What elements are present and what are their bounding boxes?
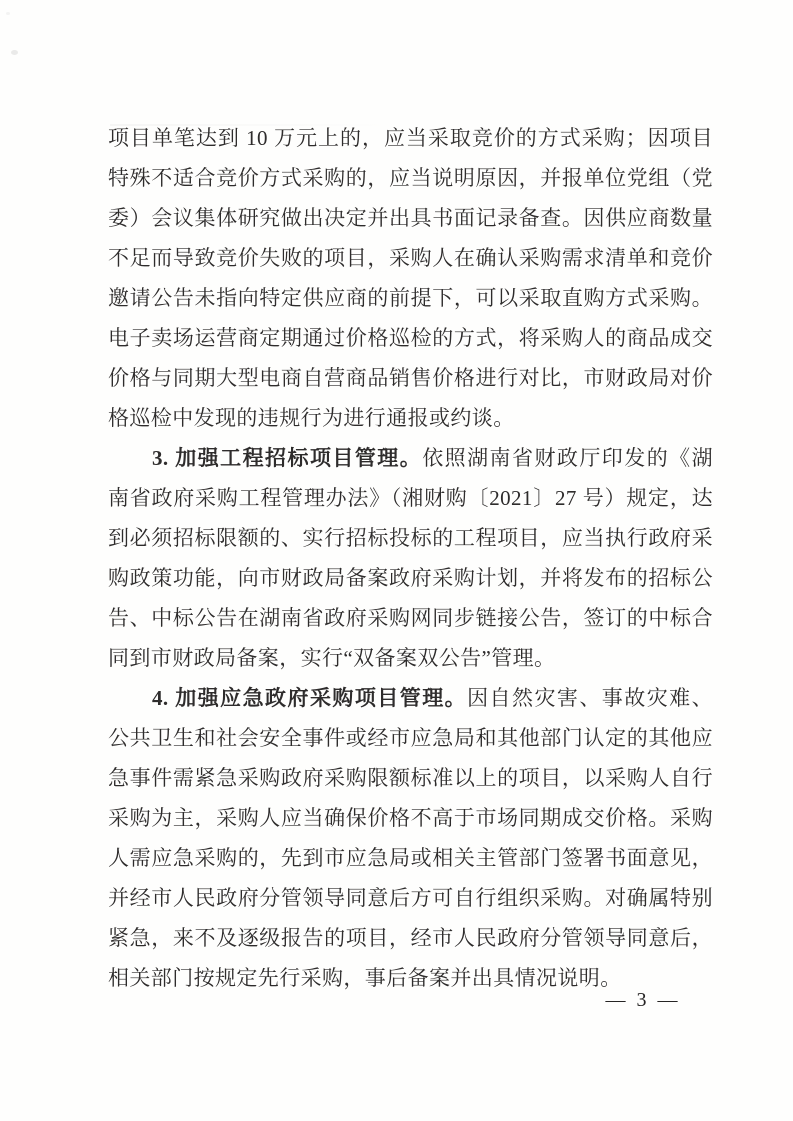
text-line: 并经市人民政府分管领导同意后方可自行组织采购。对确属特别: [108, 886, 713, 910]
scan-speck: [6, 12, 10, 15]
paragraph-engineering-bidding: [108, 438, 713, 678]
text-line: 价格与同期大型电商自营商品销售价格进行对比，市财政局对价: [108, 366, 713, 390]
text-line: 公共卫生和社会安全事件或经市应急局和其他部门认定的其他应: [108, 726, 713, 750]
clause-3-first-line-rest: 依照湖南省财政厅印发的《湖: [422, 446, 713, 470]
text-line: 到必须招标限额的、实行招标投标的工程项目，应当执行政府采: [108, 526, 713, 550]
text-line: 南省政府采购工程管理办法》（湘财购〔2021〕27 号）规定，达: [108, 486, 713, 510]
paragraph-competitive-pricing: [108, 118, 713, 438]
text-line: 格巡检中发现的违规行为进行通报或约谈。: [108, 406, 515, 430]
document-body: [108, 118, 713, 998]
paragraph-emergency-procurement: [108, 678, 713, 998]
clause-4-heading: 4. 加强应急政府采购项目管理。: [152, 686, 468, 710]
text-line: 急事件需紧急采购政府采购限额标准以上的项目，以采购人自行: [108, 766, 713, 790]
page-number: — 3 —: [605, 989, 681, 1011]
text-line: 同到市财政局备案，实行“双备案双公告”管理。: [108, 646, 556, 670]
text-line: 告、中标公告在湖南省政府采购网同步链接公告，签订的中标合: [108, 606, 713, 630]
text-line: 人需应急采购的，先到市应急局或相关主管部门签署书面意见，: [108, 846, 713, 870]
text-line: 项目单笔达到 10 万元上的，应当采取竞价的方式采购；因项目: [108, 126, 713, 150]
clause-4-first-line-rest: 因自然灾害、事故灾难、: [467, 686, 713, 710]
text-line: 相关部门按规定先行采购，事后备案并出具情况说明。: [108, 966, 622, 990]
scan-speck: [11, 50, 18, 55]
text-line: 紧急，来不及逐级报告的项目，经市人民政府分管领导同意后，: [108, 926, 713, 950]
text-line: 特殊不适合竞价方式采购的，应当说明原因，并报单位党组（党: [108, 166, 713, 190]
text-line: 委）会议集体研究做出决定并出具书面记录备查。因供应商数量: [108, 206, 713, 230]
text-line: [108, 678, 713, 718]
text-line: 电子卖场运营商定期通过价格巡检的方式，将采购人的商品成交: [108, 326, 713, 350]
text-line: 采购为主，采购人应当确保价格不高于市场同期成交价格。采购: [108, 806, 713, 830]
text-line: 不足而导致竞价失败的项目，采购人在确认采购需求清单和竞价: [108, 246, 713, 270]
text-line: [108, 438, 713, 478]
text-line: 邀请公告未指向特定供应商的前提下，可以采取直购方式采购。: [108, 286, 713, 310]
text-line: 购政策功能，向市财政局备案政府采购计划，并将发布的招标公: [108, 566, 713, 590]
clause-3-heading: 3. 加强工程招标项目管理。: [152, 446, 423, 470]
